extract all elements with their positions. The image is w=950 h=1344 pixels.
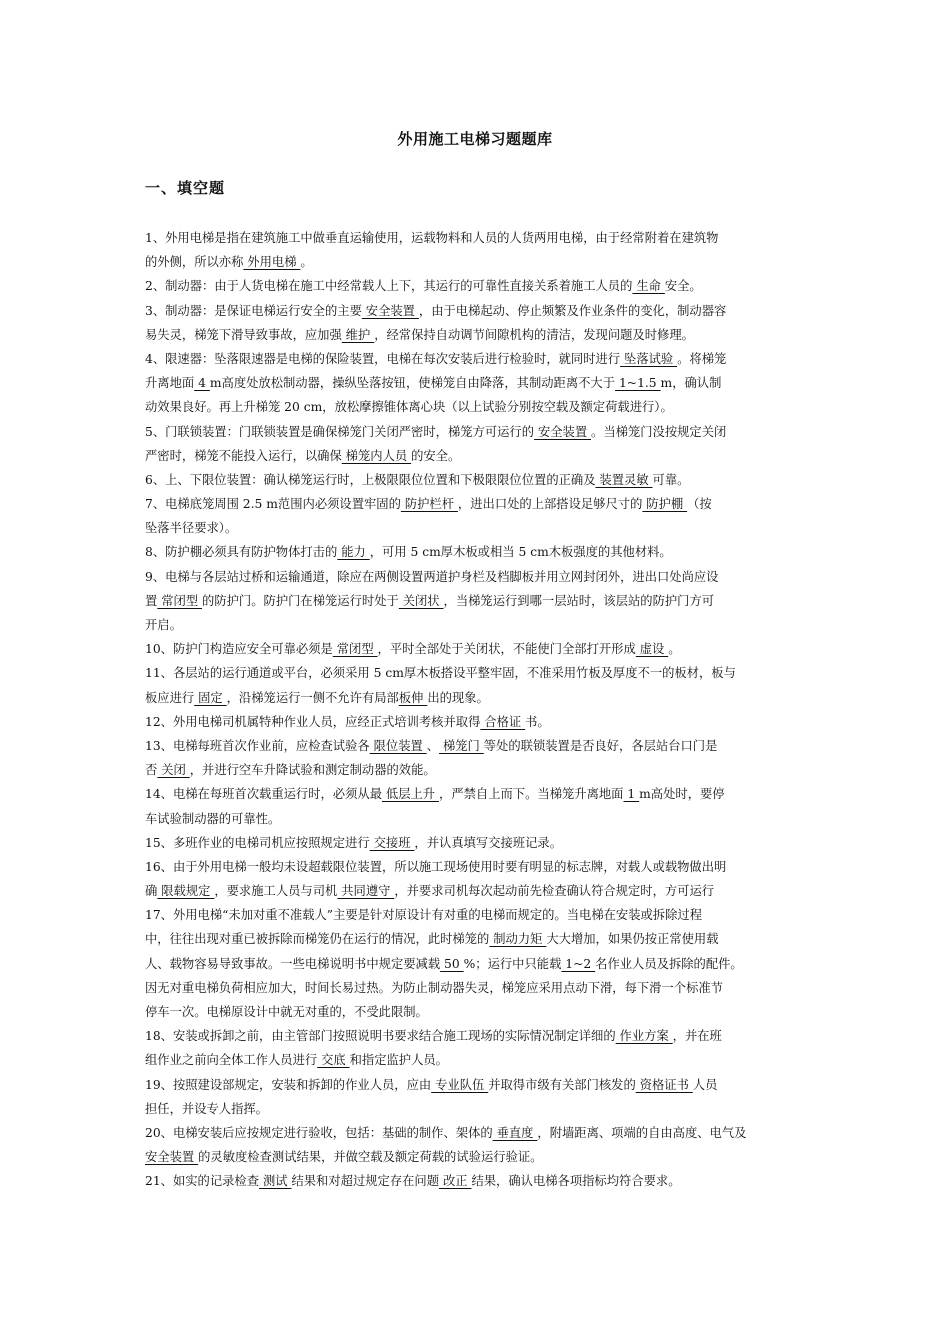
text-segment: 的安全。	[411, 448, 461, 463]
text-segment: 14、电梯在每班首次载重运行时，必须从最	[145, 787, 382, 802]
text-line	[145, 903, 810, 927]
text-segment: 开启。	[145, 618, 182, 632]
text-line	[145, 613, 810, 637]
answer-blank: 资格证书	[635, 1077, 693, 1092]
answer-blank: 限位装置	[369, 738, 427, 753]
answer-blank: 防护棚	[642, 497, 688, 512]
text-segment: 16、由于外用电梯一般均未设超载限位装置，所以施工现场使用时要有明显的标志牌，对载人或载物做出明	[145, 859, 727, 874]
answer-blank: 测试	[259, 1174, 292, 1189]
text-segment: 严密时，梯笼不能投入运行，以确保	[145, 448, 342, 463]
text-segment: 出的现象。	[427, 690, 489, 705]
text-line	[145, 1000, 810, 1024]
text-segment: 19、按照建设部规定，安装和拆卸的作业人员，应由	[145, 1077, 432, 1092]
text-segment: 等处的联锁装置是否良好，各层站台口门是	[483, 738, 718, 753]
text-segment: 和指定监护人员。	[349, 1053, 448, 1068]
text-line	[145, 879, 810, 903]
text-segment: 21、如实的记录检查	[145, 1174, 260, 1189]
text-segment: 书。	[525, 714, 550, 729]
answer-blank: 交底	[317, 1053, 350, 1068]
text-segment: 10、防护门构造应安全可靠必须是	[145, 642, 333, 657]
text-segment: 安全。	[664, 279, 702, 294]
text-segment: 大大增加，如果仍按正常使用载	[546, 932, 719, 947]
text-segment: 否	[145, 763, 158, 778]
text-segment: 7、电梯底笼周围 2.5 m范围内必须设置牢固的	[145, 497, 401, 512]
text-segment: 确	[145, 884, 158, 899]
text-line	[145, 976, 810, 1000]
text-segment: 12、外用电梯司机属特种作业人员，应经正式培训考核并取得	[145, 714, 481, 729]
text-line	[145, 565, 810, 589]
text-segment: ，要求施工人员与司机	[214, 884, 338, 899]
answer-blank: 固定	[194, 690, 227, 705]
text-line	[145, 855, 810, 879]
text-line	[145, 540, 810, 564]
answer-blank: 常闭型	[332, 642, 378, 657]
text-segment: ，并要求司机每次起动前先检查确认符合规定时，方可运行	[394, 884, 715, 899]
text-segment: 9、电梯与各层站过桥和运输通道，除应在两侧设置两道护身栏及档脚板并用立网封闭外，进出口处尚应设	[145, 569, 719, 584]
answer-blank: 50	[440, 956, 464, 971]
section-heading: 一、填空题	[145, 179, 226, 197]
answer-blank: 制动力矩	[489, 932, 547, 947]
text-segment: ，由于电梯起动、停止频繁及作业条件的变化，制动器容	[418, 303, 727, 318]
answer-blank: 限载规定	[157, 884, 215, 899]
text-segment: 6、上、下限位装置：确认梯笼运行时，上极限限位位置和下极限限位位置的正确及	[145, 472, 596, 487]
text-line	[145, 274, 810, 298]
text-segment: 2、制动器：由于人货电梯在施工中经常载人上下，其运行的可靠性直接关系着施工人员的	[145, 279, 633, 294]
text-line	[145, 734, 810, 758]
text-segment: 名作业人员及拆除的配件。	[595, 956, 743, 971]
text-segment: 。当梯笼门没按规定关闭	[591, 424, 727, 439]
text-segment: m，确认制	[660, 376, 722, 391]
text-segment: 20、电梯安装后应按规定进行验收，包括：基础的制作、架体的	[145, 1125, 493, 1140]
answer-blank: 常闭型	[157, 593, 203, 608]
answer-blank: 4	[194, 376, 210, 391]
answer-blank: 坠落试验	[620, 351, 678, 366]
text-segment: 置	[145, 593, 158, 608]
text-segment: 结果，确认电梯各项指标均符合要求。	[471, 1174, 681, 1189]
text-line	[145, 516, 810, 540]
text-segment: 升离地面	[145, 376, 195, 391]
answer-blank: 生命	[632, 279, 665, 294]
text-segment: 组作业之前向全体工作人员进行	[145, 1053, 318, 1068]
text-line	[145, 1145, 810, 1169]
question-list	[145, 226, 810, 1194]
text-segment: ，并认真填写交接班记录。	[414, 835, 562, 850]
text-segment: 易失灵，梯笼下滑导致事故，应加强	[145, 327, 342, 342]
answer-blank: 维护	[341, 327, 375, 342]
answer-blank: 合格证	[480, 714, 526, 729]
text-segment: 中，往往出现对重已被拆除而梯笼仍在运行的情况，此时梯笼的	[145, 932, 490, 947]
text-segment: 板应进行	[145, 690, 195, 705]
text-segment: 可靠。	[652, 472, 690, 487]
text-segment: m高处时，要停	[639, 787, 725, 802]
text-line	[145, 299, 810, 323]
text-line	[145, 1097, 810, 1121]
answer-blank: 作业方案	[615, 1029, 673, 1044]
text-segment: ，进出口处的上部搭设足够尺寸的	[457, 497, 643, 512]
text-segment: 。	[668, 642, 681, 657]
text-segment: 人、载物容易导致事故。一些电梯说明书中规定要减载	[145, 956, 441, 971]
text-line	[145, 758, 810, 782]
text-segment: 1、外用电梯是指在建筑施工中做垂直运输使用，运载物料和人员的人货两用电梯，由于经常附着在建筑物	[145, 231, 719, 245]
text-segment: ，附墙距离、项端的自由高度、电气及	[537, 1125, 747, 1140]
text-segment: ，并进行空车升降试验和测定制动器的效能。	[189, 763, 436, 778]
answer-blank: 1~1.5	[615, 376, 661, 391]
answer-blank: 专业队伍	[431, 1077, 489, 1092]
text-segment: 结果和对超过规定存在问题	[291, 1174, 440, 1189]
text-segment: 动效果良好。再上升梯笼 20 cm，放松摩擦锥体离心块（以上试验分别按空载及额定荷载进行）。	[145, 400, 673, 415]
answer-blank: 安全装置	[361, 303, 419, 318]
answer-blank: 装置灵敏	[595, 472, 653, 487]
text-segment: 的灵敏度检查测试结果，并做空载及额定荷载的试验运行验证。	[198, 1150, 543, 1165]
text-segment: 13、电梯每班首次作业前，应检查试验各	[145, 738, 370, 753]
text-line	[145, 1048, 810, 1072]
text-line	[145, 492, 810, 516]
text-line	[145, 371, 810, 395]
text-segment: （按	[687, 497, 712, 512]
text-segment: ，严禁自上而下。当梯笼升离地面	[439, 787, 624, 802]
text-line	[145, 468, 810, 492]
text-line	[145, 420, 810, 444]
text-line	[145, 831, 810, 855]
text-line	[145, 807, 810, 831]
answer-blank: 防护栏杆	[400, 497, 458, 512]
text-segment: 15、多班作业的电梯司机应按照规定进行	[145, 835, 370, 850]
answer-blank: 改正	[439, 1174, 472, 1189]
text-segment: m高度处放松制动器，操纵坠落按钮，使梯笼自由降落，其制动距离不大于	[209, 376, 616, 391]
text-segment: 因无对重电梯负荷相应加大，时间长易过热。为防止制动器失灵，梯笼应采用点动下滑，每下滑一个标准节	[145, 980, 723, 995]
text-line	[145, 226, 810, 250]
text-segment: ，平时全部处于关闭状，不能使门全部打开形成	[377, 642, 636, 657]
text-line	[145, 1169, 810, 1193]
answer-blank: 虚设	[635, 642, 669, 657]
answer-blank: 关闭状	[398, 593, 444, 608]
text-line	[145, 1024, 810, 1048]
text-segment: 5、门联锁装置：门联锁装置是确保梯笼门关闭严密时，梯笼方可运行的	[145, 424, 535, 439]
text-line	[145, 347, 810, 371]
text-segment: 4、限速器：坠落限速器是电梯的保险装置，电梯在每次安装后进行检验时，就同时进行	[145, 351, 621, 366]
answer-blank: 交接班	[369, 835, 415, 850]
answer-blank: 安全装置	[534, 424, 592, 439]
text-segment: 。将梯笼	[677, 351, 727, 366]
text-line	[145, 250, 810, 274]
text-segment: ，并在班	[672, 1029, 722, 1044]
text-segment: 人员	[692, 1077, 718, 1092]
text-segment: ，沿梯笼运行一侧不允许有局部	[226, 690, 399, 705]
text-line	[145, 1121, 810, 1145]
text-segment: %；运行中只能载	[463, 956, 562, 971]
text-segment: 3、制动器：是保证电梯运行安全的主要	[145, 303, 362, 318]
text-line	[145, 637, 810, 661]
text-segment: 。	[300, 255, 313, 270]
answer-blank: 1	[623, 787, 640, 802]
text-segment: 8、防护棚必须具有防护物体打击的	[145, 545, 338, 560]
text-segment: 、	[426, 738, 440, 753]
text-line	[145, 782, 810, 806]
answer-blank: 1~2	[561, 956, 596, 971]
answer-blank: 外用电梯	[243, 255, 301, 270]
answer-blank: 共同遵守	[337, 884, 395, 899]
text-segment: 停车一次。电梯原设计中就无对重的，不受此限制。	[145, 1005, 428, 1019]
text-line	[145, 661, 810, 685]
text-line	[145, 444, 810, 468]
text-segment: 的防护门。防护门在梯笼运行时处于	[202, 593, 399, 608]
text-segment: 并取得市级有关部门核发的	[488, 1077, 636, 1092]
text-segment: 车试验制动器的可靠性。	[145, 811, 281, 826]
text-line	[145, 927, 810, 951]
text-line	[145, 323, 810, 347]
text-segment: 的外侧，所以亦称	[145, 255, 244, 270]
text-segment: 担任，并设专人指挥。	[145, 1101, 268, 1116]
answer-blank: 梯笼内人员	[341, 448, 412, 463]
answer-blank: 梯笼门	[439, 738, 484, 753]
answer-blank: 安全装置	[145, 1150, 199, 1165]
answer-blank: 垂直度	[492, 1125, 538, 1140]
answer-blank: 低层上升	[382, 787, 440, 802]
text-segment: ，经常保持自动调节间隙机构的清洁，发现问题及时修理。	[374, 327, 694, 342]
text-line	[145, 710, 810, 734]
text-segment: 18、安装或拆卸之前，由主管部门按照说明书要求结合施工现场的实际情况制定详细的	[145, 1029, 616, 1044]
text-line	[145, 589, 810, 613]
answer-blank: 板伸	[398, 690, 428, 705]
text-line	[145, 686, 810, 710]
text-segment: 11、各层站的运行通道或平台，必须采用 5 cm厚木板搭设平整牢固，不准采用竹板及厚度不一的板材，板与	[145, 666, 736, 681]
answer-blank: 关闭	[157, 763, 190, 778]
text-segment: 17、外用电梯“未加对重不准载人”主要是针对原设计有对重的电梯而规定的。当电梯在安装或拆除过程	[145, 908, 702, 923]
text-line	[145, 1073, 810, 1097]
text-line	[145, 395, 810, 419]
text-segment: 坠落半径要求）。	[145, 521, 238, 536]
document-title: 外用施工电梯习题题库	[397, 130, 553, 148]
text-segment: ，可用 5 cm厚木板或相当 5 cm木板强度的其他材料。	[369, 545, 672, 560]
text-line	[145, 952, 810, 976]
text-segment: ，当梯笼运行到哪一层站时，该层站的防护门方可	[443, 593, 715, 608]
answer-blank: 能力	[337, 545, 370, 560]
